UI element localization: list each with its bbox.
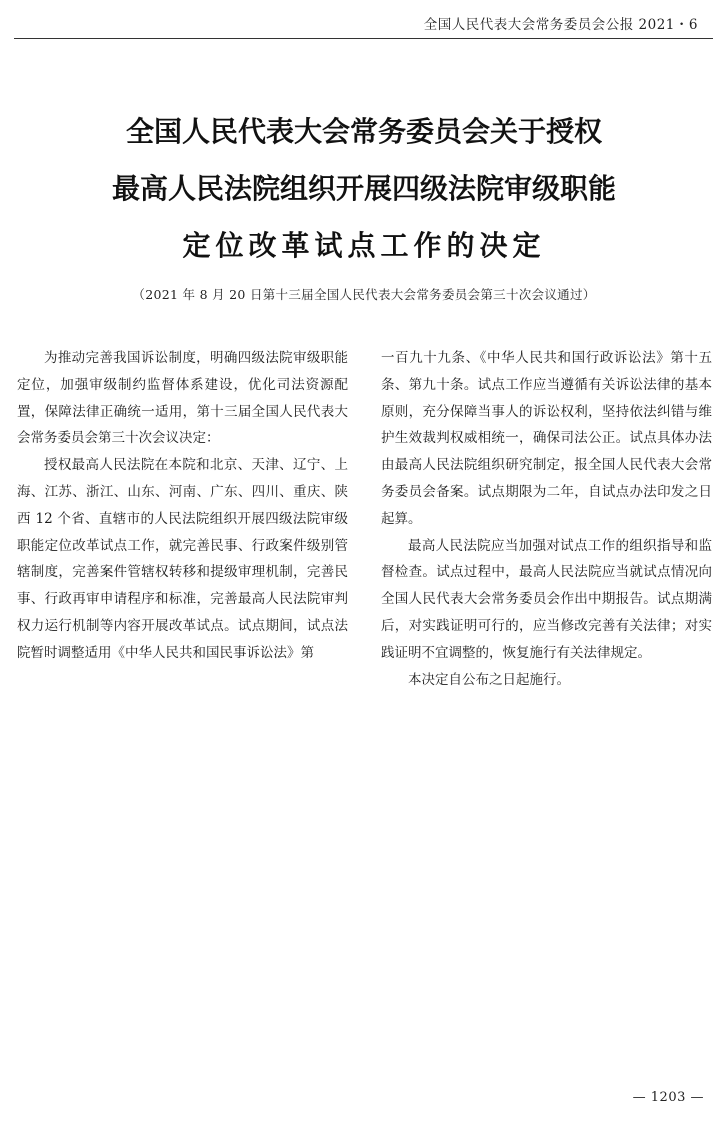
running-header: 全国人民代表大会常务委员会公报 2021・6 <box>423 17 698 33</box>
title-line-1: 全国人民代表大会常务委员会关于授权 <box>125 115 602 148</box>
adoption-note: （2021 年 8 月 20 日第十三届全国人民代表大会常务委员会第三十次会议通过） <box>132 287 596 302</box>
paragraph-effective-date: 本决定自公布之日起施行。 <box>408 671 570 688</box>
paragraph-supervision: 最高人民法院应当加强对试点工作的组织指导和监督检查。试点过程中，最高人民法院应当就试点情况向全国人民代表大会常务委员会作出中期报告。试点期满后，对实践证明可行的，应当修改完善有关法律；对实践证明不宜调整的，恢复施行有关法律规定。 <box>381 537 712 661</box>
title-line-2: 最高人民法院组织开展四级法院审级职能 <box>111 172 616 205</box>
paragraph-authorization-continued: 一百九十九条、《中华人民共和国行政诉讼法》第十五条、第九十条。试点工作应当遵循有关诉讼法律的基本原则，充分保障当事人的诉讼权利，坚持依法纠错与维护生效裁判权威相统一，确保司法公正。试点具体办法由最高人民法院组织研究制定，报全国人民代表大会常务委员会备案。试点期限为二年，自试点办法印发之日起算。 <box>381 350 712 527</box>
title-line-3: 定位改革试点工作的决定 <box>182 229 546 262</box>
paragraph-authorization: 授权最高人民法院在本院和北京、天津、辽宁、上海、江苏、浙江、山东、河南、广东、四川、重庆、陕西 12 个省、直辖市的人民法院组织开展四级法院审级职能定位改革试点工作，就完善民事、行政案件级别管辖制度，完善案件管辖权转移和提级审理机制，完善民事、行政再审申请程序和标准，完善最高人民法院审判权力运行机制等内容开展改革试点。试点期间，试点法院暂时调整适用《中华人民共和国民事诉讼法》第 <box>17 457 348 661</box>
left-column <box>17 345 348 667</box>
header-divider <box>14 38 713 39</box>
page-number: — 1203 — <box>632 1090 704 1105</box>
right-column <box>381 345 712 693</box>
paragraph-preamble: 为推动完善我国诉讼制度，明确四级法院审级职能定位，加强审级制约监督体系建设，优化司法资源配置，保障法律正确统一适用，第十三届全国人民代表大会常务委员会第三十次会议决定： <box>17 350 348 447</box>
document-title <box>0 103 728 274</box>
